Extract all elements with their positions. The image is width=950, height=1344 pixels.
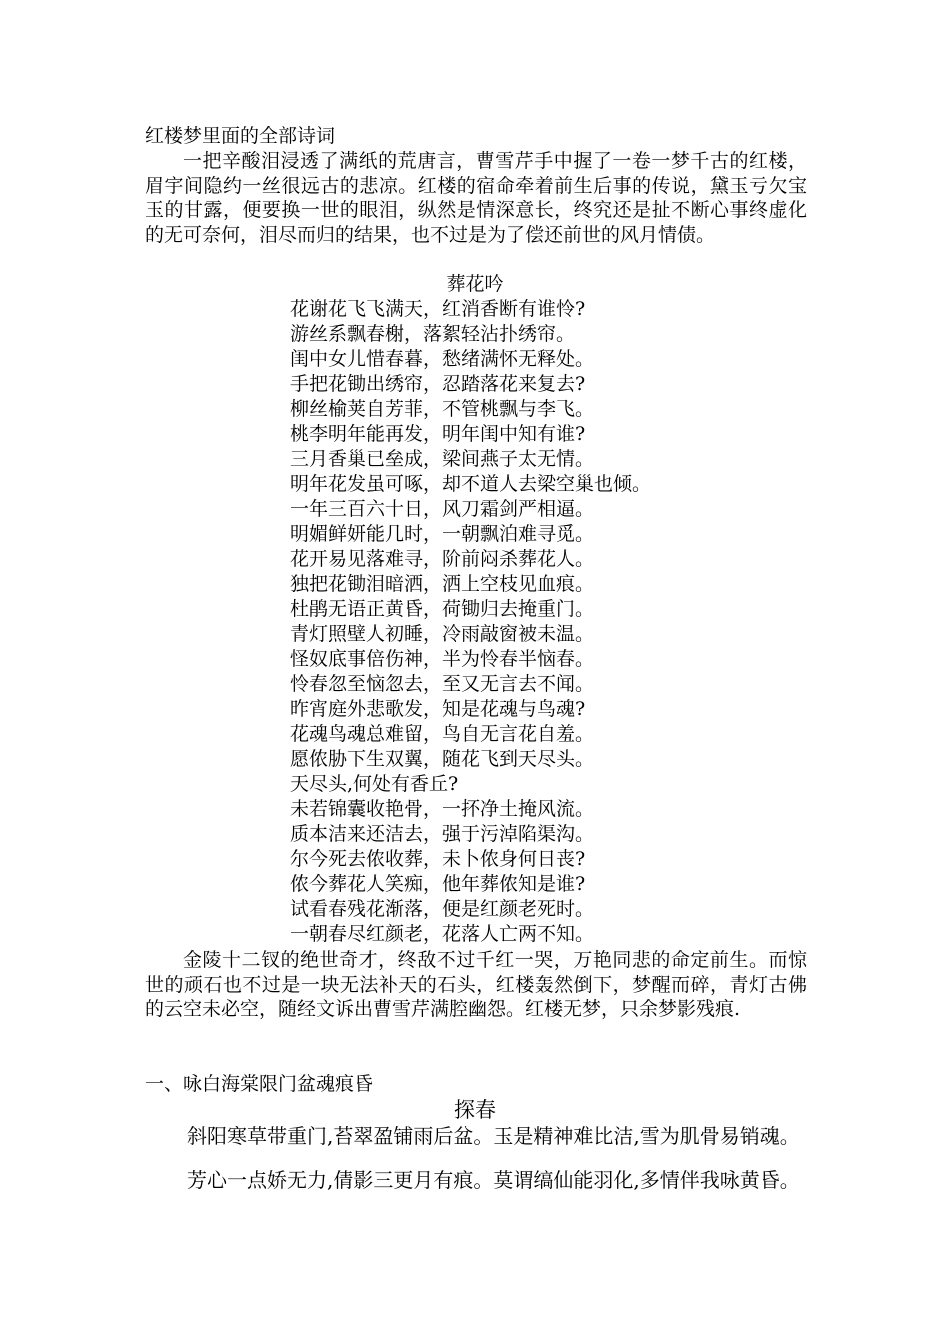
- poem-line: 昨宵庭外悲歌发，知是花魂与鸟魂?: [290, 698, 586, 720]
- poem-line: 未若锦囊收艳骨，一抔净土掩风流。: [290, 798, 595, 820]
- poem-line: 一朝春尽红颜老，花落人亡两不知。: [290, 923, 595, 945]
- poem-line: 尔今死去侬收葬，未卜侬身何日丧?: [290, 848, 586, 870]
- poem-stanza: 芳心一点娇无力,倩影三更月有痕。莫谓缟仙能羽化,多情伴我咏黄昏。: [187, 1168, 800, 1192]
- section-heading: 一、咏白海棠限门盆魂痕昏: [145, 1073, 374, 1095]
- poem-title-tanchun: 探春: [454, 1098, 496, 1122]
- poem-line: 花魂鸟魂总难留，鸟自无言花自羞。: [290, 723, 595, 745]
- poem-line: 青灯照壁人初睡，冷雨敲窗被未温。: [290, 623, 595, 645]
- poem-line: 桃李明年能再发，明年闺中知有谁?: [290, 423, 586, 445]
- poem-line: 天尽头,何处有香丘?: [290, 773, 459, 795]
- poem-line: 质本洁来还洁去，强于污淖陷渠沟。: [290, 823, 595, 845]
- poem-line: 明媚鲜妍能几时，一朝飘泊难寻觅。: [290, 523, 595, 545]
- poem-line: 一年三百六十日，风刀霜剑严相逼。: [290, 498, 595, 520]
- poem-line: 试看春残花渐落，便是红颜老死时。: [290, 898, 595, 920]
- poem-line: 游丝系飘春榭，落絮轻沾扑绣帘。: [290, 323, 576, 345]
- poem-line: 三月香巢已垒成，梁间燕子太无情。: [290, 448, 595, 470]
- poem-line: 闺中女儿惜春暮，愁绪满怀无释处。: [290, 348, 595, 370]
- poem-lines-zanghuayin: [290, 297, 651, 947]
- outro-paragraph: 金陵十二钗的绝世奇才，终敌不过千红一哭，万艳同悲的命定前生。而惊世的顽石也不过是一块无法补天的石头，红楼轰然倒下，梦醒而碎，青灯古佛的云空未必空，随经文诉出曹雪芹满腔幽怨。红楼无梦，只余梦影残痕.: [145, 949, 807, 1020]
- poem-line: 花开易见落难寻，阶前闷杀葬花人。: [290, 548, 595, 570]
- poem-line: 怪奴底事倍伤神，半为怜春半恼春。: [290, 648, 595, 670]
- poem-line: 杜鹃无语正黄昏，荷锄归去掩重门。: [290, 598, 595, 620]
- poem-line: 愿侬胁下生双翼，随花飞到天尽头。: [290, 748, 595, 770]
- poem-stanza: 斜阳寒草带重门,苔翠盈铺雨后盆。玉是精神难比洁,雪为肌骨易销魂。: [187, 1124, 800, 1148]
- poem-line: 独把花锄泪暗洒，洒上空枝见血痕。: [290, 573, 595, 595]
- poem-line: 侬今葬花人笑痴，他年葬侬知是谁?: [290, 873, 586, 895]
- poem-line: 明年花发虽可啄，却不道人去梁空巢也倾。: [290, 473, 652, 495]
- poem-line: 手把花锄出绣帘，忍踏落花来复去?: [290, 373, 586, 395]
- document-title: 红楼梦里面的全部诗词: [145, 125, 336, 147]
- poem-line: 花谢花飞飞满天，红消香断有谁怜?: [290, 298, 586, 320]
- poem-title-zanghuayin: 葬花吟: [446, 273, 504, 295]
- poem-line: 柳丝榆荚自芳菲，不管桃飘与李飞。: [290, 398, 595, 420]
- intro-paragraph: 一把辛酸泪浸透了满纸的荒唐言，曹雪芹手中握了一卷一梦千古的红楼，眉宇间隐约一丝很远古的悲凉。红楼的宿命牵着前生后事的传说，黛玉亏欠宝玉的甘露，便要换一世的眼泪，纵然是情深意长，终究还是扯不断心事终虚化的无可奈何，泪尽而归的结果，也不过是为了偿还前世的风月情债。: [145, 150, 807, 246]
- poem-line: 怜春忽至恼忽去，至又无言去不闻。: [290, 673, 595, 695]
